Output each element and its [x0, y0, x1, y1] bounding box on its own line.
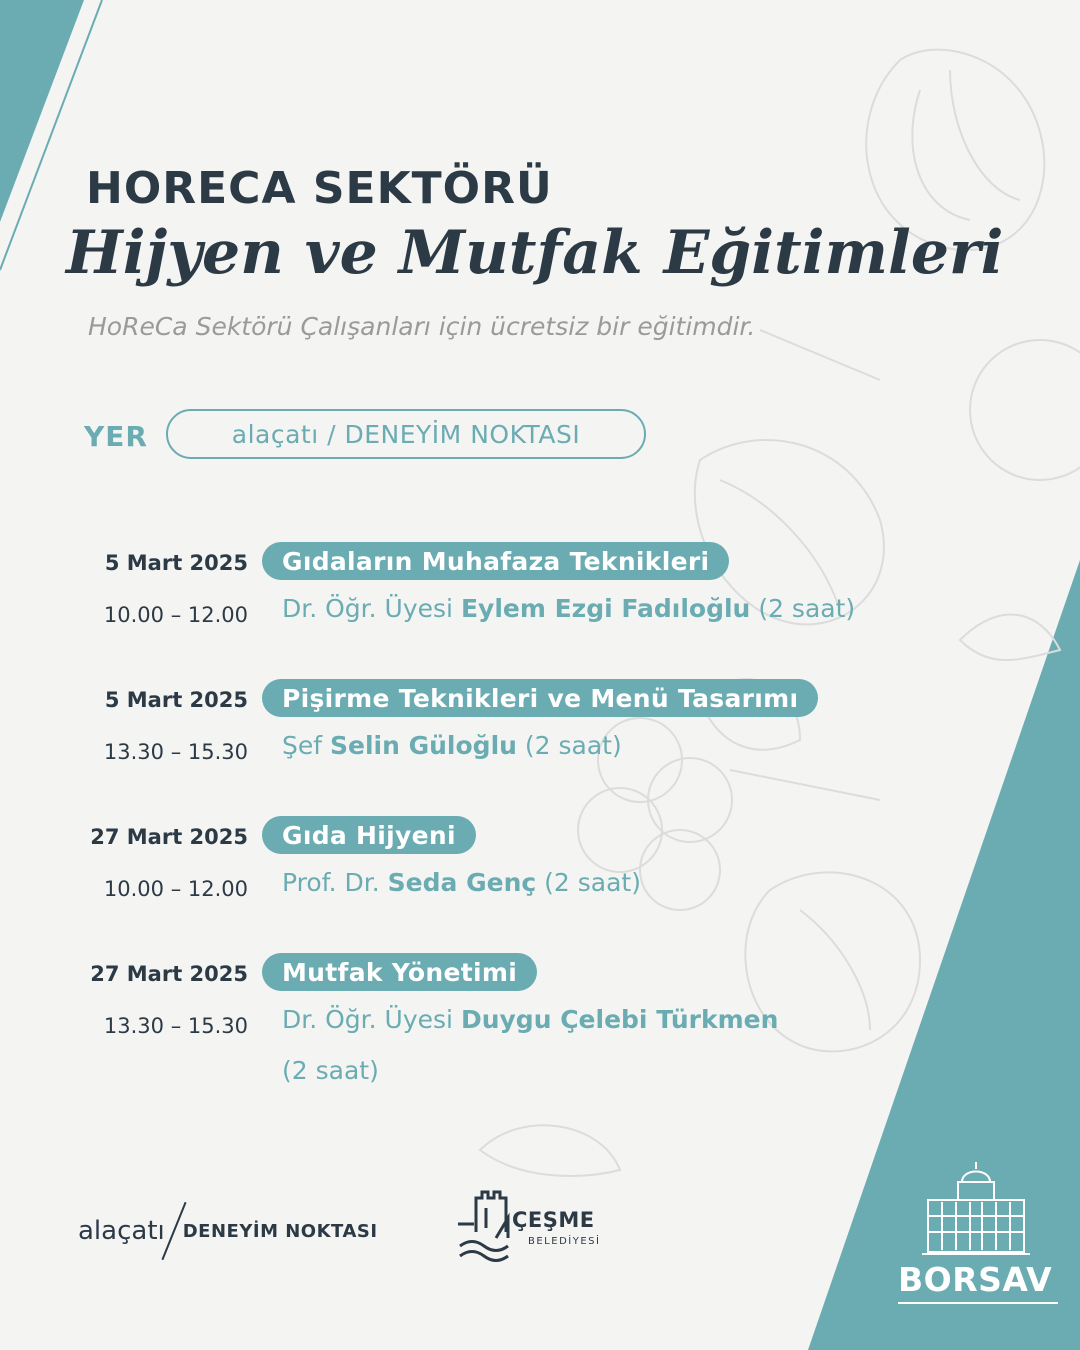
session-topic: Pişirme Teknikleri ve Menü Tasarımı — [262, 679, 818, 717]
session-date: 5 Mart 2025 — [104, 688, 248, 712]
speaker-prefix: Prof. Dr. — [282, 868, 380, 897]
subtitle: HoReCa Sektörü Çalışanları için ücretsiz bir eğitimdir. — [88, 312, 756, 341]
location-label: YER — [84, 420, 148, 453]
cesme-subtitle: BELEDİYESİ — [528, 1236, 601, 1247]
speaker-name: Duygu Çelebi Türkmen — [460, 1005, 779, 1034]
page-title: HORECA SEKTÖRÜ — [86, 163, 553, 214]
session-duration: (2 saat) — [524, 731, 622, 760]
session-topic: Gıdaların Muhafaza Teknikleri — [262, 542, 729, 580]
building-icon — [922, 1160, 1030, 1258]
session-duration: (2 saat) — [544, 868, 641, 897]
session-duration: (2 saat) — [758, 594, 856, 623]
speaker-prefix: Dr. Öğr. Üyesi — [282, 594, 453, 623]
alacati-logo — [78, 1200, 378, 1262]
speaker-name: Seda Genç — [387, 868, 537, 897]
session-topic: Mutfak Yönetimi — [262, 953, 537, 991]
session-speaker — [282, 731, 622, 760]
alacati-logo-left: alaçatı — [78, 1216, 165, 1246]
session-date: 5 Mart 2025 — [104, 551, 248, 575]
cesme-name: ÇEŞME — [512, 1208, 595, 1232]
script-title: Hijyen ve Mutfak Eğitimleri — [66, 218, 1004, 288]
speaker-name: Selin Güloğlu — [330, 731, 517, 760]
session-time: 13.30 – 15.30 — [103, 740, 248, 764]
speaker-prefix: Dr. Öğr. Üyesi — [282, 1005, 453, 1034]
session-date: 27 Mart 2025 — [90, 962, 248, 986]
speaker-prefix: Şef — [282, 731, 323, 760]
session-topic: Gıda Hijyeni — [262, 816, 476, 854]
session-time: 10.00 – 12.00 — [103, 877, 248, 901]
session-time: 13.30 – 15.30 — [103, 1014, 248, 1038]
borsav-name: BORSAV — [898, 1260, 1053, 1299]
session-speaker — [282, 594, 855, 623]
session-speaker — [282, 1005, 778, 1034]
location-pill — [166, 409, 646, 459]
speaker-name: Eylem Ezgi Fadıloğlu — [460, 594, 751, 623]
borsav-underline — [898, 1302, 1058, 1304]
alacati-logo-right: DENEYİM NOKTASI — [182, 1220, 378, 1242]
session-date: 27 Mart 2025 — [90, 825, 248, 849]
location-value: alaçatı / DENEYİM NOKTASI — [231, 419, 581, 449]
session-speaker — [282, 868, 641, 897]
session-time: 10.00 – 12.00 — [103, 603, 248, 627]
session-duration: (2 saat) — [282, 1056, 379, 1085]
